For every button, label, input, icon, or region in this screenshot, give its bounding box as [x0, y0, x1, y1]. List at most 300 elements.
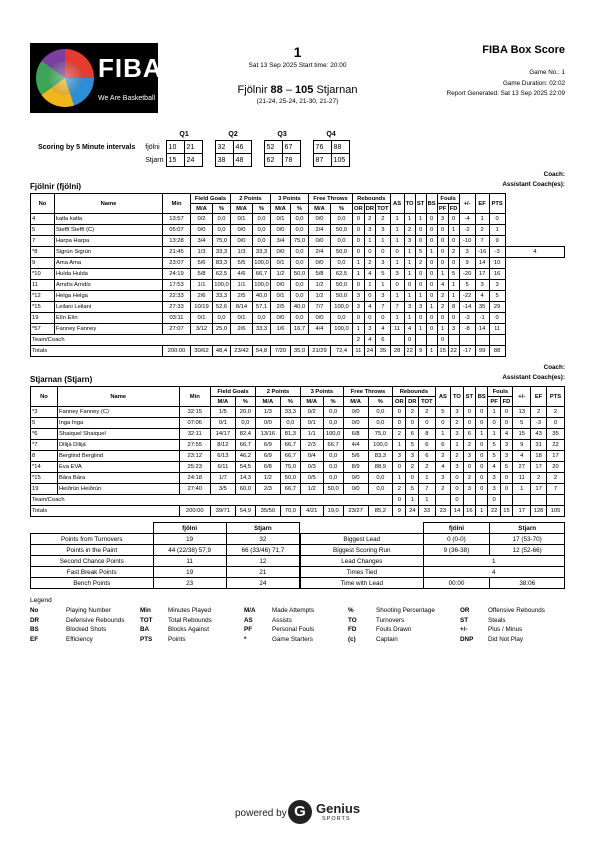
interval-cell: 10 [166, 141, 184, 154]
player-p2-pct: 66,7 [280, 440, 300, 451]
col-header-pts: PTS [489, 194, 505, 214]
stat-label: Times Tied [301, 567, 424, 578]
totals-fg-pct: 54,9 [235, 506, 255, 517]
empty-cell [476, 495, 488, 506]
player-no: *8 [31, 247, 55, 258]
stat-label: Time with Lead [301, 578, 424, 589]
player-row [31, 280, 565, 291]
player-fd: 0 [448, 236, 459, 247]
player-plus-minus: -10 [459, 236, 475, 247]
legend-desc: Did Not Play [488, 636, 523, 644]
player-fg-ma: 3/5 [211, 484, 236, 495]
player-p3-pct: 100,0 [323, 429, 343, 440]
player-pts: 35 [546, 429, 564, 440]
totals-p2-pct: 70,0 [280, 506, 300, 517]
player-ft-ma: 0/0 [309, 214, 331, 225]
player-p2-pct: 57,1 [253, 302, 271, 313]
player-min: 25:23 [179, 462, 211, 473]
player-bs: 0 [476, 440, 488, 451]
totals-to: 14 [451, 506, 463, 517]
player-p3-pct: 40,0 [291, 302, 309, 313]
player-fd: 1 [448, 225, 459, 236]
col-header-pct: % [331, 204, 353, 214]
col-header-as: AS [435, 387, 451, 407]
player-fg-ma: 1/7 [211, 473, 236, 484]
player-p2-ma: 6/9 [256, 451, 281, 462]
totals-ef: 99 [475, 346, 489, 357]
player-fg-ma: 0/2 [191, 214, 213, 225]
player-as: 2 [435, 484, 451, 495]
team-coach-label: Team/Coach [31, 495, 393, 506]
stat-label: Biggest Lead [301, 534, 424, 545]
player-name: Eva EVA [58, 462, 180, 473]
player-fg-ma: 0/0 [191, 225, 213, 236]
player-plus-minus: 11 [513, 473, 531, 484]
player-as: 1 [435, 429, 451, 440]
player-dr: 5 [406, 440, 419, 451]
team-coach-to: 0 [451, 495, 463, 506]
player-name: Helga Helga [55, 291, 163, 302]
player-fg-pct: 0,0 [235, 418, 255, 429]
player-p3-pct: 0,0 [291, 247, 309, 258]
player-bs: 0 [426, 258, 437, 269]
player-ft-pct: 75,0 [368, 429, 393, 440]
player-min: 13:28 [163, 236, 191, 247]
player-dr: 2 [406, 462, 419, 473]
interval-cell: 24 [184, 154, 202, 167]
player-pts: 17 [546, 451, 564, 462]
player-row [31, 324, 565, 335]
col-header-to: TO [404, 194, 415, 214]
player-dr: 3 [364, 324, 375, 335]
player-or: 1 [353, 258, 365, 269]
player-fd: 0 [500, 418, 512, 429]
player-to: 4 [404, 324, 415, 335]
player-tot: 3 [376, 291, 391, 302]
player-plus-minus: 5 [459, 280, 475, 291]
player-plus-minus: -3 [459, 313, 475, 324]
player-pf: 5 [488, 451, 500, 462]
player-no: *6 [31, 429, 58, 440]
player-row [31, 258, 565, 269]
player-min: 27:40 [179, 484, 211, 495]
totals-p2-pct: 54,8 [253, 346, 271, 357]
player-as: 1 [390, 214, 404, 225]
col-header-name: Name [55, 194, 163, 214]
col-header-st: ST [463, 387, 475, 407]
col-header-pct: % [235, 397, 255, 407]
player-tot: 6 [419, 440, 435, 451]
player-or: 3 [353, 291, 365, 302]
player-fg-ma: 1/1 [191, 280, 213, 291]
player-p2-ma: 0/0 [256, 418, 281, 429]
player-ft-pct: 50,0 [331, 225, 353, 236]
player-p2-pct: 81,3 [280, 429, 300, 440]
player-fg-pct: 100,0 [213, 280, 231, 291]
player-tot: 7 [419, 484, 435, 495]
col-header-min: Min [179, 387, 211, 407]
col-header-pct: % [368, 397, 393, 407]
col-header-fouls: Fouls [437, 194, 459, 204]
player-p3-ma: 3/4 [271, 236, 291, 247]
player-pf: 0 [437, 236, 448, 247]
player-ef: -16 [475, 247, 489, 258]
player-pf: 0 [488, 418, 500, 429]
player-ef: 43 [531, 429, 547, 440]
player-p2-pct: 33,3 [253, 324, 271, 335]
player-fg-pct: 0,0 [213, 214, 231, 225]
totals-fg-ma: 39/71 [211, 506, 236, 517]
totals-p3-pct: 35,0 [291, 346, 309, 357]
col-header-to: TO [451, 387, 463, 407]
player-bs: 0 [476, 407, 488, 418]
player-fg-ma: 1/5 [211, 407, 236, 418]
player-or: 1 [393, 440, 406, 451]
stat-value: 24 [226, 578, 299, 589]
player-fg-ma: 10/19 [191, 302, 213, 313]
player-ef: 1 [475, 214, 489, 225]
totals-p2-ma: 35/50 [256, 506, 281, 517]
player-min: 21:45 [163, 247, 191, 258]
player-st: 3 [463, 451, 475, 462]
legend-desc: Total Rebounds [168, 616, 212, 624]
player-or: 0 [353, 247, 365, 258]
player-tot: 6 [419, 451, 435, 462]
legend-abbr: +/- [460, 626, 468, 634]
player-fd: 3 [500, 440, 512, 451]
player-dr: 6 [406, 429, 419, 440]
stat-value: 32 [226, 534, 299, 545]
totals-or: 9 [393, 506, 406, 517]
player-to: 3 [451, 407, 463, 418]
player-fg-ma: 1/3 [191, 247, 213, 258]
player-pf: 4 [437, 280, 448, 291]
totals-label: Totals [31, 506, 180, 517]
player-ef: 35 [475, 302, 489, 313]
player-p3-pct: 0,0 [323, 407, 343, 418]
stat-value: 19 [153, 534, 226, 545]
player-p2-ma: 2/3 [256, 484, 281, 495]
player-p2-ma: 13/16 [256, 429, 281, 440]
col-header-ma: M/A [309, 204, 331, 214]
player-p3-ma: 0/2 [301, 407, 324, 418]
col-header-dr: DR [365, 205, 375, 212]
player-name: Dilijá Dilijá [58, 440, 180, 451]
col-header-pct: % [253, 204, 271, 214]
player-p2-ma: 6/8 [256, 462, 281, 473]
player-fg-pct: 0,0 [213, 225, 231, 236]
player-dr: 3 [364, 225, 375, 236]
player-p2-pct: 0,0 [253, 214, 271, 225]
player-fg-ma: 0/1 [211, 418, 236, 429]
player-fd: 3 [448, 324, 459, 335]
col-header-no: No [31, 194, 55, 214]
player-name: Inga Inga [58, 418, 180, 429]
player-p3-ma: 0/5 [301, 473, 324, 484]
player-ft-pct: 50,0 [331, 247, 353, 258]
col-header-ma: M/A [301, 397, 324, 407]
interval-cell: 105 [331, 154, 349, 167]
col-header-fd: FD [500, 397, 512, 407]
player-ef: 17 [531, 484, 547, 495]
player-bs: 0 [426, 313, 437, 324]
player-p2-pct: 33,3 [280, 407, 300, 418]
legend [30, 597, 568, 644]
team1-coach-block [502, 170, 565, 190]
interval-cell: 87 [313, 154, 331, 167]
player-fd: 0 [448, 313, 459, 324]
player-p2-pct: 100,0 [253, 258, 271, 269]
player-fd: 0 [448, 258, 459, 269]
player-dr: 0 [364, 247, 375, 258]
player-as: 11 [390, 324, 404, 335]
player-ef: 2 [475, 225, 489, 236]
team-coach-tot: 6 [376, 335, 391, 346]
player-as: 1 [390, 313, 404, 324]
player-dr: 4 [364, 269, 375, 280]
player-st: 0 [463, 407, 475, 418]
player-bs: 0 [476, 462, 488, 473]
player-dr: 2 [364, 214, 375, 225]
player-tot: 7 [376, 302, 391, 313]
player-st: 0 [415, 236, 426, 247]
player-pf: 4 [488, 462, 500, 473]
player-ft-ma: 1/2 [309, 280, 331, 291]
player-p2-ma: 0/1 [231, 313, 253, 324]
player-p2-pct: 75,0 [280, 462, 300, 473]
player-to: 1 [404, 291, 415, 302]
player-bs: 0 [426, 324, 437, 335]
team-coach-pf: 0 [488, 495, 500, 506]
player-row [31, 418, 565, 429]
player-or: 0 [353, 313, 365, 324]
player-to: 1 [404, 214, 415, 225]
player-fg-pct: 75,0 [213, 236, 231, 247]
player-dr: 0 [364, 291, 375, 302]
player-p3-ma: 1/6 [271, 324, 291, 335]
player-row [31, 451, 565, 462]
player-ft-ma: 4/4 [343, 440, 368, 451]
player-fg-ma: 8/12 [211, 440, 236, 451]
player-pts: 3 [489, 280, 505, 291]
player-p3-pct: 0,0 [291, 225, 309, 236]
team-stats-right [300, 522, 565, 589]
stat-value: 4 [423, 567, 565, 578]
legend-abbr: AS [244, 616, 253, 624]
col-header-plus-minus: +/- [459, 194, 475, 214]
interval-cell: 32 [215, 141, 233, 154]
legend-desc: Steals [488, 616, 506, 624]
totals-ef: 128 [531, 506, 547, 517]
player-p2-ma: 1/3 [231, 247, 253, 258]
player-st: 0 [415, 225, 426, 236]
legend-desc: Shooting Percentage [376, 607, 435, 615]
stat-label: Points in the Paint [31, 545, 154, 556]
player-name: Shaiquel Shaiquel [58, 429, 180, 440]
player-min: 27:55 [179, 440, 211, 451]
team-coach-tot: 1 [419, 495, 435, 506]
player-bs: 0 [476, 451, 488, 462]
player-ef: 17 [531, 462, 547, 473]
empty-cell [489, 335, 505, 346]
player-to: 0 [451, 473, 463, 484]
player-dr: 4 [364, 302, 375, 313]
player-pts: 2 [546, 473, 564, 484]
player-plus-minus: 9 [459, 258, 475, 269]
player-pts: 0 [546, 418, 564, 429]
stat-value: 12 (52-66) [490, 545, 565, 556]
col-header-fd: FD [449, 205, 458, 212]
player-st: 0 [415, 313, 426, 324]
col-header-name: Name [58, 387, 180, 407]
interval-cell: 46 [233, 141, 251, 154]
game-number: 1 [293, 44, 302, 60]
player-pf: 0 [437, 258, 448, 269]
col-header-plus-minus: +/- [513, 387, 531, 407]
player-pts: 10 [489, 258, 505, 269]
interval-cell: 88 [331, 141, 349, 154]
player-plus-minus: -2 [459, 225, 475, 236]
player-fd: 3 [500, 451, 512, 462]
player-p2-ma: 1/2 [256, 473, 281, 484]
interval-cell: 76 [313, 141, 331, 154]
team-stats-left [30, 522, 300, 589]
player-fg-pct: 54,5 [235, 462, 255, 473]
player-name: Steffí Steffí (C) [55, 225, 163, 236]
stat-value: 12 [226, 556, 299, 567]
player-dr: 2 [364, 258, 375, 269]
stat-label: Second Chance Points [31, 556, 154, 567]
legend-abbr: PTS [140, 636, 153, 644]
scoring-intervals-table [36, 128, 350, 167]
empty-cell [426, 335, 437, 346]
col-header-field-goals: Field Goals [211, 387, 256, 397]
player-name: Berglind Berglind [58, 451, 180, 462]
player-p2-ma: 4/6 [231, 269, 253, 280]
player-to: 1 [404, 258, 415, 269]
player-p3-ma: 1/2 [271, 269, 291, 280]
player-st: 0 [415, 280, 426, 291]
legend-table [30, 606, 568, 644]
player-p2-pct: 0,0 [253, 313, 271, 324]
player-name: Bára Bára [58, 473, 180, 484]
totals-p3-ma: 4/21 [301, 506, 324, 517]
stats-right-header: fjölni [423, 523, 490, 534]
player-dr: 1 [364, 236, 375, 247]
player-ft-pct: 0,0 [368, 407, 393, 418]
player-no: 5 [31, 225, 55, 236]
player-ft-pct: 50,0 [331, 280, 353, 291]
home-team: Fjölnir [237, 84, 268, 96]
col-header-pf: PF [438, 205, 447, 212]
player-min: 27:07 [163, 324, 191, 335]
game-date: Sat 13 Sep 2025 Start time: 20:00 [248, 62, 347, 69]
player-bs: 0 [476, 473, 488, 484]
empty-cell [390, 335, 404, 346]
player-no: *7 [31, 440, 58, 451]
player-or: 0 [393, 462, 406, 473]
legend-abbr: ST [460, 616, 469, 624]
player-fg-ma: 3/4 [191, 236, 213, 247]
legend-abbr: Min [140, 607, 151, 615]
player-pf: 2 [437, 302, 448, 313]
quarter-scores: (21-24, 25-24, 21-30, 21-27) [256, 98, 339, 105]
player-p3-ma: 0/1 [271, 291, 291, 302]
player-p2-pct: 33,3 [253, 247, 271, 258]
player-ef: 31 [531, 440, 547, 451]
legend-abbr: TO [348, 616, 357, 624]
legend-desc: Game Starters [272, 636, 313, 644]
player-pf: 1 [437, 324, 448, 335]
player-fg-ma: 2/6 [191, 291, 213, 302]
player-fg-ma: 3/12 [191, 324, 213, 335]
player-pts: 0 [489, 214, 505, 225]
player-tot: 2 [419, 407, 435, 418]
player-fd: 2 [448, 247, 459, 258]
player-as: 1 [390, 236, 404, 247]
player-no: *15 [31, 302, 55, 313]
legend-abbr: FD [348, 626, 357, 634]
totals-or: 11 [353, 346, 365, 357]
player-p3-pct: 0,0 [323, 473, 343, 484]
legend-desc: Made Attempts [272, 607, 314, 615]
player-ft-pct: 0,0 [368, 473, 393, 484]
player-ft-pct: 0,0 [331, 313, 353, 324]
team2-title: Stjarnan (Stjarn) [30, 375, 93, 384]
player-row [31, 484, 565, 495]
player-ft-pct: 0,0 [331, 214, 353, 225]
player-st: 1 [415, 324, 426, 335]
player-p3-pct: 0,0 [291, 291, 309, 302]
player-no: 7 [31, 236, 55, 247]
player-tot: 2 [419, 462, 435, 473]
totals-as: 28 [390, 346, 404, 357]
player-st: 3 [463, 484, 475, 495]
player-p3-pct: 66,7 [323, 440, 343, 451]
report-title: FIBA Box Score [482, 44, 565, 56]
player-min: 07:06 [179, 418, 211, 429]
col-header-3-points: 3 Points [301, 387, 344, 397]
player-ft-ma: 5/6 [343, 451, 368, 462]
stats-left-header: Stjarn [226, 523, 299, 534]
player-fd: 0 [500, 407, 512, 418]
player-plus-minus: 1 [513, 484, 531, 495]
player-p2-pct: 66,7 [280, 484, 300, 495]
interval-team: Stjarn [145, 156, 164, 164]
totals-min: 200:00 [179, 506, 211, 517]
player-pts: 1 [489, 225, 505, 236]
col-header-field-goals: Field Goals [191, 194, 231, 204]
player-tot: 1 [419, 473, 435, 484]
totals-pts: 88 [489, 346, 505, 357]
player-p3-pct: 50,0 [323, 484, 343, 495]
totals-label: Totals [31, 346, 163, 357]
legend-abbr: * [244, 636, 247, 644]
player-fg-ma: 5/8 [191, 269, 213, 280]
player-p3-pct: 16,7 [291, 324, 309, 335]
player-or: 0 [353, 280, 365, 291]
player-no: *14 [31, 462, 58, 473]
player-fg-pct: 83,3 [213, 258, 231, 269]
team-coach-or: 0 [393, 495, 406, 506]
player-ft-pct: 83,3 [368, 451, 393, 462]
col-header-3-points: 3 Points [271, 194, 309, 204]
player-pf: 3 [488, 473, 500, 484]
player-no: *15 [31, 473, 58, 484]
player-p2-ma: 8/14 [231, 302, 253, 313]
player-no: 11 [31, 280, 55, 291]
player-plus-minus: 15 [513, 429, 531, 440]
